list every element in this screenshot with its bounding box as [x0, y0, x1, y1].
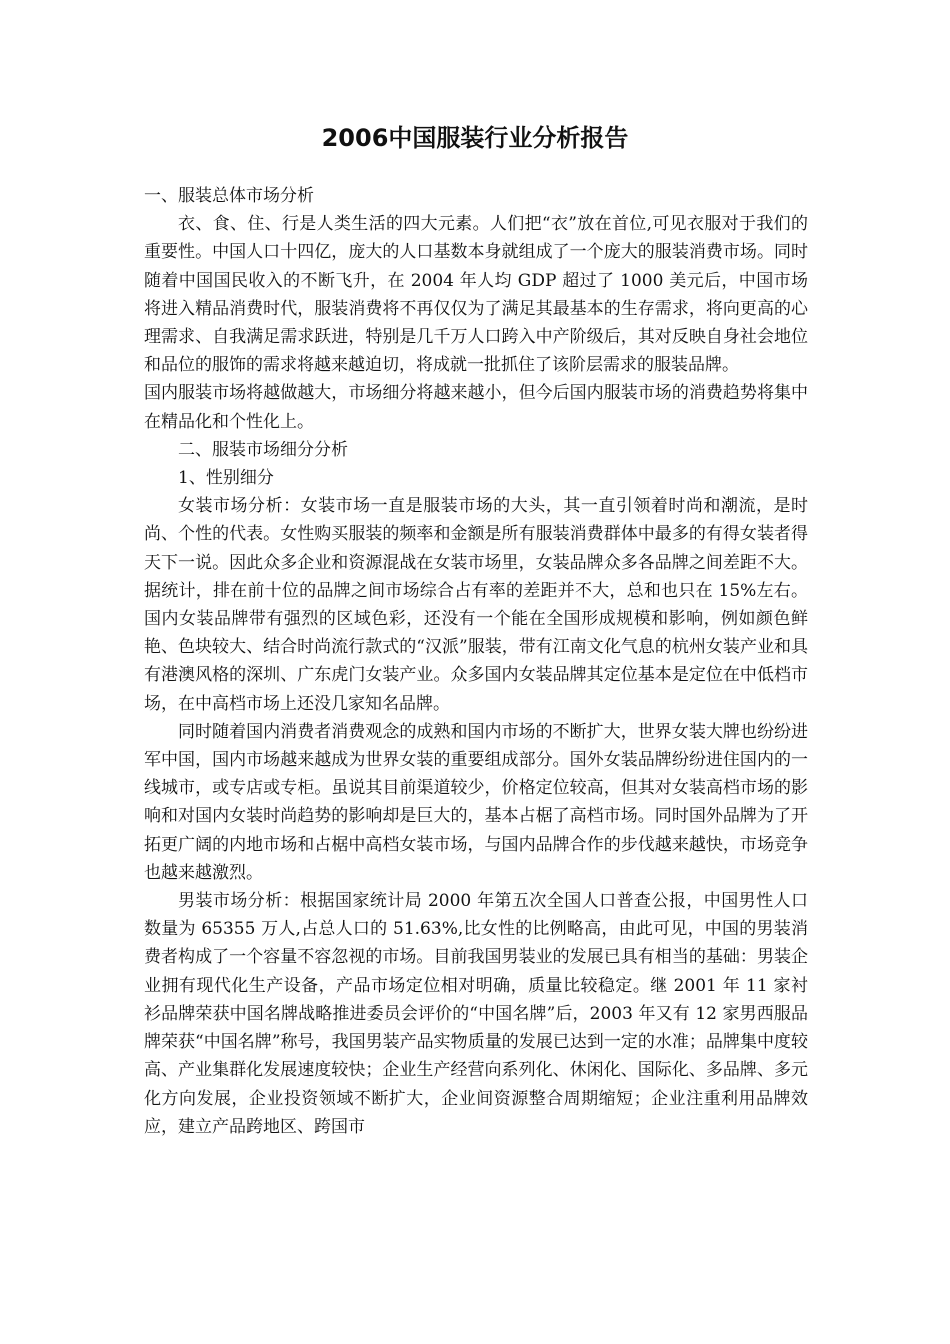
paragraph-overall-market: 衣、食、住、行是人类生活的四大元素。人们把“衣”放在首位,可见衣服对于我们的重要性。中国人口十四亿，庞大的人口基数本身就组成了一个庞大的服装消费市场。同时随着中国国民收入的不断飞升，在 2004 年人均 GDP 超过了 1000 美元后，中国市场将进入精品消费时代，服装消费将不再仅仅为了满足其最基本的生存需求，将向更高的心理需求、自我满足需求跃进，特别是几千万人口跨入中产阶级后，其对反映自身社会地位和品位的服饰的需求将越来越迫切，将成就一批抓住了该阶层需求的服装品牌。	[144, 214, 808, 376]
subsection-heading-gender: 1、性别细分	[178, 468, 274, 489]
section-heading-overall-market: 一、服装总体市场分析	[144, 186, 314, 206]
paragraph-menswear: 男装市场分析：根据国家统计局 2000 年第五次全国人口普查公报，中国男性人口数量为 65355 万人,占总人口的 51.63%,比女性的比例略高，由此可见，中国的男装消费者构成了一个容量不容忽视的市场。目前我国男装业的发展已具有相当的基础：男装企业拥有现代化生产设备，产品市场定位相对明确，质量比较稳定。继 2001 年 11 家衬衫品牌荣获中国名牌战略推进委员会评价的“中国名牌”后，2003 年又有 12 家男西服品牌荣获“中国名牌”称号，我国男装产品实物质量的发展已达到一定的水准；品牌集中度较高、产业集群化发展速度较快；企业生产经营向系列化、休闲化、国际化、多品牌、多元化方向发展，企业投资领域不断扩大，企业间资源整合周期缩短；企业注重利用品牌效应，建立产品跨地区、跨国市	[144, 891, 808, 1137]
paragraph-market-trend: 国内服装市场将越做越大，市场细分将越来越小，但今后国内服装市场的消费趋势将集中在精品化和个性化上。	[144, 383, 808, 432]
document-title: 2006中国服装行业分析报告	[321, 124, 629, 152]
paragraph-foreign-brands: 同时随着国内消费者消费观念的成熟和国内市场的不断扩大，世界女装大牌也纷纷进军中国，国内市场越来越成为世界女装的重要组成部分。国外女装品牌纷纷进住国内的一线城市，或专店或专柜。虽说其目前渠道较少，价格定位较高，但其对女装高档市场的影响和对国内女装时尚趋势的影响却是巨大的，基本占椐了高档市场。同时国外品牌为了开拓更广阔的内地市场和占椐中高档女装市场，与国内品牌合作的步伐越来越快，市场竞争也越来越激烈。	[144, 721, 808, 883]
section-heading-segment-analysis: 二、服装市场细分分析	[178, 439, 348, 460]
paragraph-womenswear: 女装市场分析：女装市场一直是服装市场的大头，其一直引领着时尚和潮流，是时尚、个性的代表。女性购买服装的频率和金额是所有服装消费群体中最多的有得女装者得天下一说。因此众多企业和资源混战在女装市场里，女装品牌众多各品牌之间差距不大。据统计，排在前十位的品牌之间市场综合占有率的差距并不大，总和也只在 15%左右。国内女装品牌带有强烈的区域色彩，还没有一个能在全国形成规模和影响，例如颜色鲜艳、色块较大、结合时尚流行款式的“汉派”服装，带有江南文化气息的杭州女装产业和具有港澳风格的深圳、广东虎门女装产业。众多国内女装品牌其定位基本是定位在中低档市场，在中高档市场上还没几家知名品牌。	[144, 496, 808, 714]
document-body	[144, 182, 808, 1141]
